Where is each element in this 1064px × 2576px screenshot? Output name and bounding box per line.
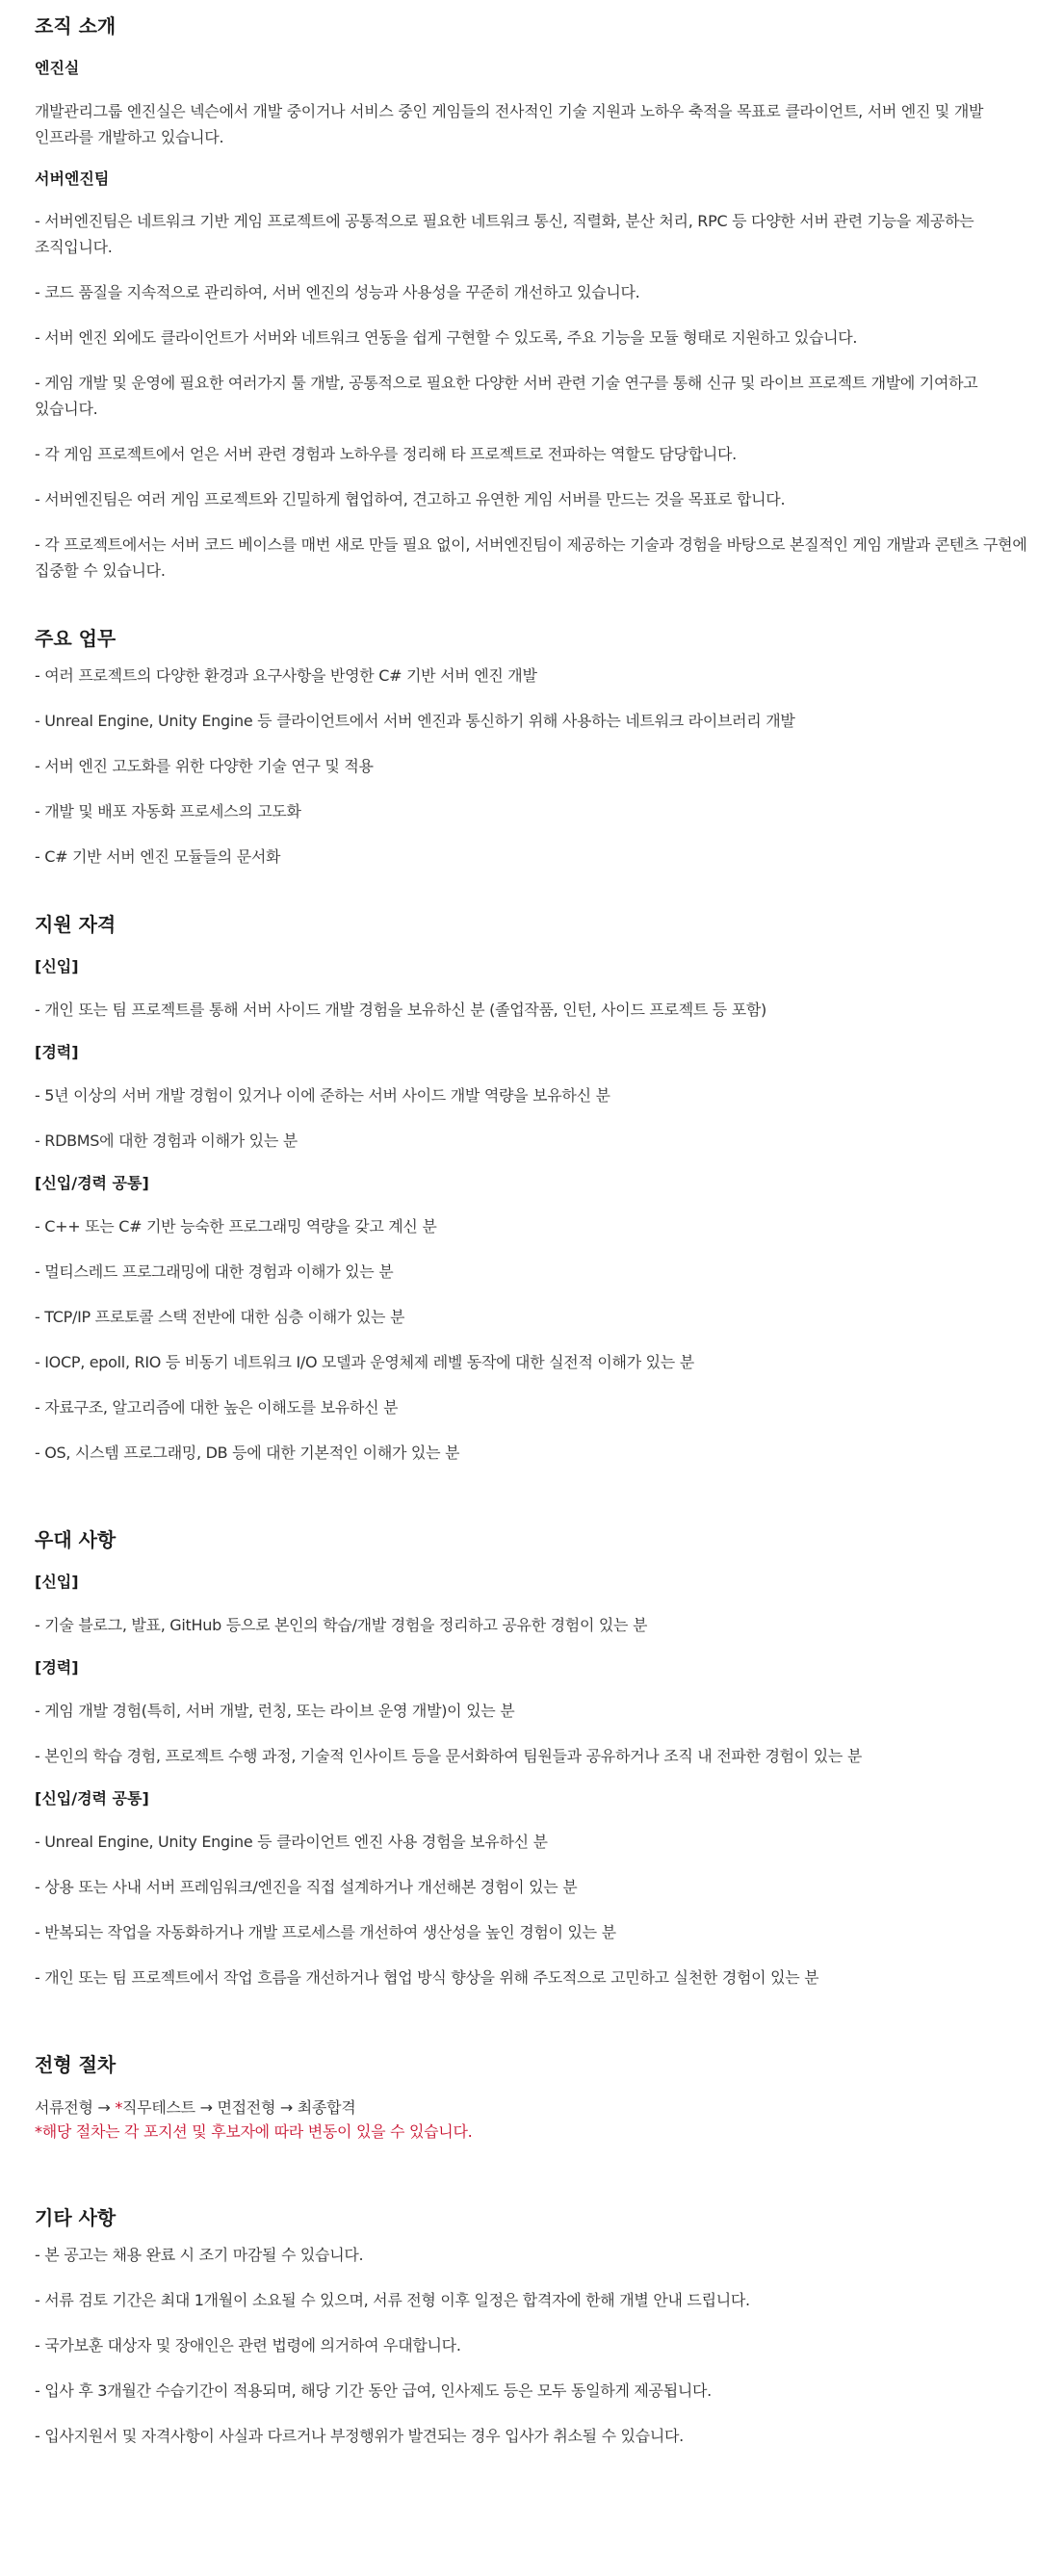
list-item: - 국가보훈 대상자 및 장애인은 관련 법령에 의거하여 우대합니다. bbox=[35, 2336, 461, 2355]
list-item: - 5년 이상의 서버 개발 경험이 있거나 이에 준하는 서버 사이드 개발 역량을 보유하신 분 bbox=[35, 1086, 610, 1105]
preferred-section bbox=[35, 1527, 1029, 1991]
list-item: - 각 프로젝트에서는 서버 코드 베이스를 매번 새로 만들 필요 없이, 서버엔진팀이 제공하는 기술과 경험을 바탕으로 본질적인 게임 개발과 콘텐츠 구현에 집중할 수 있습니다. bbox=[35, 535, 1027, 580]
process-title: 전형 절차 bbox=[35, 2053, 117, 2076]
preferred-title: 우대 사항 bbox=[35, 1528, 117, 1551]
qual-common-heading: [신입/경력 공통] bbox=[35, 1174, 149, 1192]
etc-section bbox=[35, 2205, 1029, 2449]
list-item: - 멀티스레드 프로그래밍에 대한 경험과 이해가 있는 분 bbox=[35, 1262, 394, 1281]
list-item: - 상용 또는 사내 서버 프레임워크/엔진을 직접 설계하거나 개선해본 경험이 있는 분 bbox=[35, 1878, 578, 1896]
process-step-mark: * bbox=[115, 2098, 123, 2117]
list-item: - TCP/IP 프로토콜 스택 전반에 대한 심층 이해가 있는 분 bbox=[35, 1308, 405, 1326]
list-item: - OS, 시스템 프로그래밍, DB 등에 대한 기본적인 이해가 있는 분 bbox=[35, 1444, 460, 1462]
duties-section bbox=[35, 626, 1029, 870]
list-item: - 게임 개발 경험(특히, 서버 개발, 런칭, 또는 라이브 운영 개발)이 있는 분 bbox=[35, 1702, 515, 1720]
pref-common-heading: [신입/경력 공통] bbox=[35, 1789, 149, 1808]
list-item: - 코드 품질을 지속적으로 관리하여, 서버 엔진의 성능과 사용성을 꾸준히 개선하고 있습니다. bbox=[35, 283, 640, 301]
list-item: - 본 공고는 채용 완료 시 조기 마감될 수 있습니다. bbox=[35, 2246, 364, 2264]
list-item: - 각 게임 프로젝트에서 얻은 서버 관련 경험과 노하우를 정리해 타 프로젝트로 전파하는 역할도 담당합니다. bbox=[35, 445, 737, 463]
list-item: - C++ 또는 C# 기반 능숙한 프로그래밍 역량을 갖고 계신 분 bbox=[35, 1217, 437, 1236]
org-title: 조직 소개 bbox=[35, 14, 117, 38]
list-item: - 개발 및 배포 자동화 프로세스의 고도화 bbox=[35, 802, 301, 820]
qual-new-heading: [신입] bbox=[35, 957, 79, 976]
duties-list bbox=[35, 663, 1029, 870]
qualifications-section bbox=[35, 912, 1029, 1466]
list-item: - Unreal Engine, Unity Engine 등 클라이언트 엔진 사용 경험을 보유하신 분 bbox=[35, 1833, 548, 1851]
process-step-rest: 직무테스트 → 면접전형 → 최종합격 bbox=[122, 2098, 356, 2117]
list-item: - IOCP, epoll, RIO 등 비동기 네트워크 I/O 모델과 운영체제 레벨 동작에 대한 실전적 이해가 있는 분 bbox=[35, 1353, 694, 1371]
list-item: - RDBMS에 대한 경험과 이해가 있는 분 bbox=[35, 1132, 298, 1150]
list-item: - 개인 또는 팀 프로젝트를 통해 서버 사이드 개발 경험을 보유하신 분 (졸업작품, 인턴, 사이드 프로젝트 등 포함) bbox=[35, 1001, 767, 1019]
etc-title: 기타 사항 bbox=[35, 2206, 117, 2229]
list-item: - 서버엔진팀은 여러 게임 프로젝트와 긴밀하게 협업하여, 견고하고 유연한 게임 서버를 만드는 것을 목표로 합니다. bbox=[35, 490, 786, 508]
list-item: - 본인의 학습 경험, 프로젝트 수행 과정, 기술적 인사이트 등을 문서화하여 팀원들과 공유하거나 조직 내 전파한 경험이 있는 분 bbox=[35, 1747, 862, 1765]
list-item: - 서버 엔진 고도화를 위한 다양한 기술 연구 및 적용 bbox=[35, 757, 374, 775]
server-team-heading: 서버엔진팀 bbox=[35, 169, 110, 188]
list-item: - 기술 블로그, 발표, GitHub 등으로 본인의 학습/개발 경험을 정리하고 공유한 경험이 있는 분 bbox=[35, 1616, 648, 1634]
engine-room-desc: 개발관리그룹 엔진실은 넥슨에서 개발 중이거나 서비스 중인 게임들의 전사적인 기술 지원과 노하우 축적을 목표로 클라이언트, 서버 엔진 및 개발 인프라를 개발하고 있습니다. bbox=[35, 102, 984, 146]
pref-exp-heading: [경력] bbox=[35, 1658, 79, 1677]
process-note: *해당 절차는 각 포지션 및 후보자에 따라 변동이 있을 수 있습니다. bbox=[35, 2122, 473, 2141]
list-item: - 서버엔진팀은 네트워크 기반 게임 프로젝트에 공통적으로 필요한 네트워크 통신, 직렬화, 분산 처리, RPC 등 다양한 서버 관련 기능을 제공하는 조직입니다. bbox=[35, 212, 974, 256]
qual-exp-heading: [경력] bbox=[35, 1043, 79, 1061]
org-section bbox=[35, 13, 1029, 584]
engine-room-heading: 엔진실 bbox=[35, 59, 80, 77]
list-item: - 개인 또는 팀 프로젝트에서 작업 흐름을 개선하거나 협업 방식 향상을 위해 주도적으로 고민하고 실천한 경험이 있는 분 bbox=[35, 1968, 819, 1987]
process-step-docs: 서류전형 → bbox=[35, 2098, 116, 2117]
list-item: - Unreal Engine, Unity Engine 등 클라이언트에서 서버 엔진과 통신하기 위해 사용하는 네트워크 라이브러리 개발 bbox=[35, 712, 795, 730]
list-item: - 입사지원서 및 자격사항이 사실과 다르거나 부정행위가 발견되는 경우 입사가 취소될 수 있습니다. bbox=[35, 2427, 684, 2445]
list-item: - 서버 엔진 외에도 클라이언트가 서버와 네트워크 연동을 쉽게 구현할 수 있도록, 주요 기능을 모듈 형태로 지원하고 있습니다. bbox=[35, 328, 858, 347]
list-item: - 서류 검토 기간은 최대 1개월이 소요될 수 있으며, 서류 전형 이후 일정은 합격자에 한해 개별 안내 드립니다. bbox=[35, 2291, 750, 2309]
list-item: - 반복되는 작업을 자동화하거나 개발 프로세스를 개선하여 생산성을 높인 경험이 있는 분 bbox=[35, 1923, 616, 1941]
pref-new-heading: [신입] bbox=[35, 1573, 79, 1591]
duties-title: 주요 업무 bbox=[35, 627, 117, 650]
etc-list bbox=[35, 2242, 1029, 2449]
process-steps bbox=[35, 2095, 1029, 2120]
qualifications-title: 지원 자격 bbox=[35, 913, 117, 936]
process-section bbox=[35, 2052, 1029, 2144]
list-item: - 게임 개발 및 운영에 필요한 여러가지 툴 개발, 공통적으로 필요한 다양한 서버 관련 기술 연구를 통해 신규 및 라이브 프로젝트 개발에 기여하고 있습니다. bbox=[35, 374, 978, 418]
list-item: - 자료구조, 알고리즘에 대한 높은 이해도를 보유하신 분 bbox=[35, 1398, 399, 1417]
list-item: - C# 기반 서버 엔진 모듈들의 문서화 bbox=[35, 847, 281, 866]
list-item: - 입사 후 3개월간 수습기간이 적용되며, 해당 기간 동안 급여, 인사제도 등은 모두 동일하게 제공됩니다. bbox=[35, 2381, 712, 2400]
server-team-list bbox=[35, 208, 1029, 584]
list-item: - 여러 프로젝트의 다양한 환경과 요구사항을 반영한 C# 기반 서버 엔진 개발 bbox=[35, 666, 537, 685]
